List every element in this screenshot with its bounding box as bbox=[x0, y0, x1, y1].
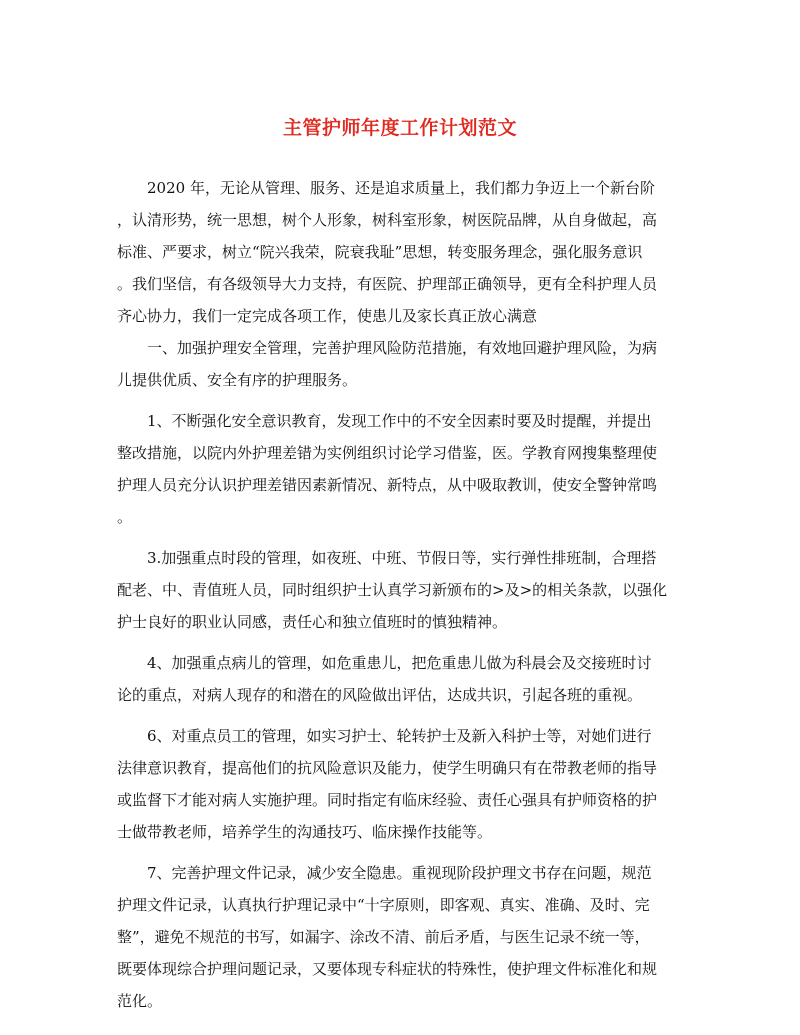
text-line: 范化。 bbox=[117, 992, 163, 1010]
text-line: 6、对重点员工的管理，如实习护士、轮转护士及新入科护士等，对她们进行 bbox=[117, 727, 652, 745]
paragraph-spacer bbox=[117, 711, 695, 720]
text-line: 法律意识教育，提高他们的抗风险意识及能力，使学生明确只有在带教老师的指导 bbox=[117, 759, 658, 777]
paragraph-section-one bbox=[117, 332, 695, 396]
paragraph-item-4 bbox=[117, 647, 695, 711]
text-line: 护理人员充分认识护理差错因素新情况、新特点，从中吸取教训，使安全警钟常鸣 bbox=[117, 476, 658, 494]
paragraph-spacer bbox=[117, 533, 695, 542]
text-line: 整”，避免不规范的书写，如漏字、涂改不清、前后矛盾，与医生记录不统一等， bbox=[117, 928, 650, 946]
text-line: ，认清形势，统一思想，树个人形象，树科室形象，树医院品牌，从自身做起，高 bbox=[117, 211, 658, 229]
text-line: 标准、严要求，树立“院兴我荣，院衰我耻”思想，转变服务理念，强化服务意识 bbox=[117, 243, 643, 261]
paragraph-intro bbox=[117, 172, 695, 332]
paragraph-item-3 bbox=[117, 542, 695, 638]
text-line: 。 bbox=[117, 508, 133, 526]
document-title: 主管护师年度工作计划范文 bbox=[282, 117, 517, 139]
document-body bbox=[117, 172, 695, 1017]
text-line: 3.加强重点时段的管理，如夜班、中班、节假日等，实行弹性排班制，合理搭 bbox=[117, 549, 657, 567]
paragraph-spacer bbox=[117, 638, 695, 647]
paragraph-spacer bbox=[117, 396, 695, 405]
text-line: 或监督下才能对病人实施护理。同时指定有临床经验、责任心强具有护师资格的护 bbox=[117, 791, 658, 809]
text-line: 论的重点，对病人现存的和潜在的风险做出评估，达成共识，引起各班的重视。 bbox=[117, 686, 643, 704]
text-line: 护理文件记录，认真执行护理记录中“十字原则，即客观、真实、准确、及时、完 bbox=[117, 896, 650, 914]
text-line: 一、加强护理安全管理，完善护理风险防范措施，有效地回避护理风险，为病 bbox=[117, 339, 658, 357]
text-line: 4、加强重点病儿的管理，如危重患儿，把危重患儿做为科晨会及交接班时讨 bbox=[117, 654, 652, 672]
text-line: 配老、中、青值班人员，同时组织护士认真学习新颁布的>及>的相关条款，以强化 bbox=[117, 581, 668, 599]
text-line: 士做带教老师，培养学生的沟通技巧、临床操作技能等。 bbox=[117, 823, 493, 841]
text-line: 齐心协力，我们一定完成各项工作，使患儿及家长真正放心满意 bbox=[117, 307, 538, 325]
text-line: 2020 年，无论从管理、服务、还是追求质量上，我们都力争迈上一个新台阶 bbox=[117, 179, 655, 197]
text-line: 整改措施，以院内外护理差错为实例组织讨论学习借鉴，医。学教育网搜集整理使 bbox=[117, 444, 658, 462]
text-line: 护士良好的职业认同感，责任心和独立值班时的慎独精神。 bbox=[117, 613, 508, 631]
paragraph-item-7 bbox=[117, 857, 695, 1017]
text-line: 7、完善护理文件记录，减少安全隐患。重视现阶段护理文书存在问题，规范 bbox=[117, 864, 652, 882]
paragraph-spacer bbox=[117, 848, 695, 857]
text-line: 既要体现综合护理问题记录，又要体现专科症状的特殊性，使护理文件标准化和规 bbox=[117, 960, 658, 978]
text-line: 1、不断强化安全意识教育，发现工作中的不安全因素时要及时提醒，并提出 bbox=[117, 412, 652, 430]
paragraph-item-6 bbox=[117, 720, 695, 848]
paragraph-item-1 bbox=[117, 405, 695, 533]
text-line: 儿提供优质、安全有序的护理服务。 bbox=[117, 371, 358, 389]
text-line: 。我们坚信，有各级领导大力支持，有医院、护理部正确领导，更有全科护理人员 bbox=[117, 275, 658, 293]
